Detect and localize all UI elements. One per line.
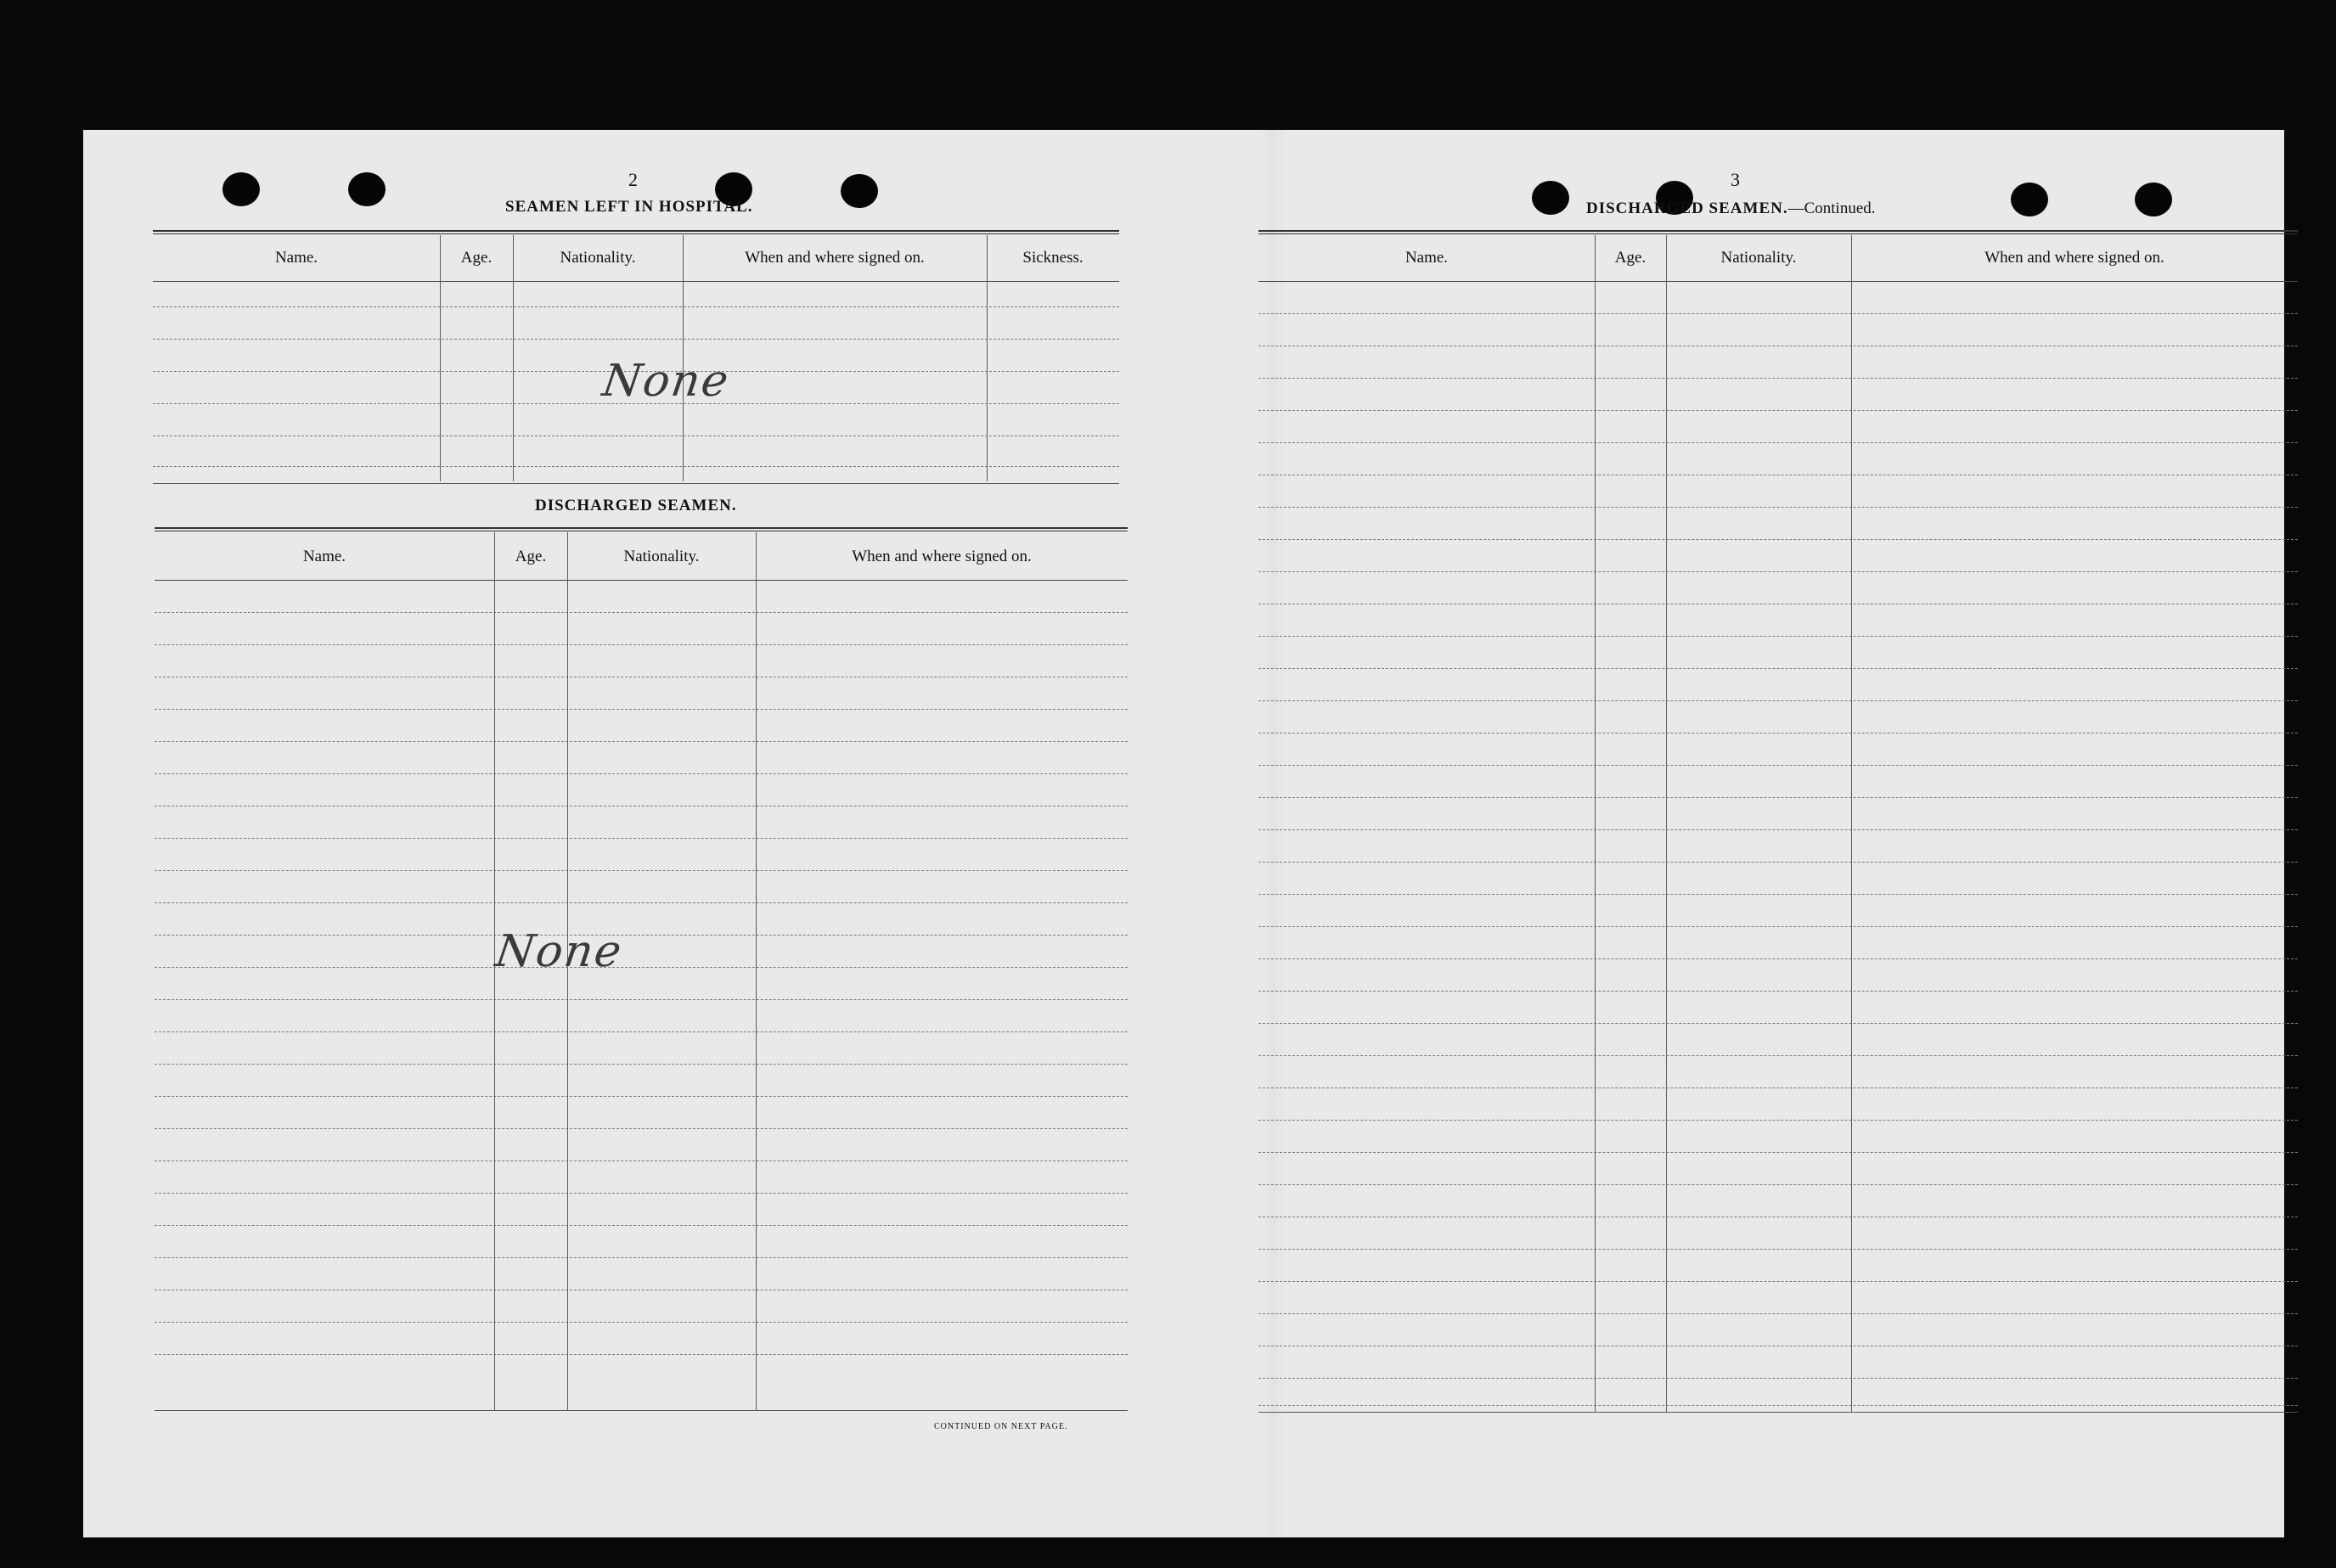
title-continued: —Continued. <box>1787 200 1876 217</box>
discharged-table-left <box>155 527 1128 1419</box>
col-header-age: Age. <box>515 548 547 565</box>
punch-hole <box>841 174 878 208</box>
col-header-nationality: Nationality. <box>623 548 700 565</box>
page-number-right: 3 <box>1731 169 1740 190</box>
col-header-sickness: Sickness. <box>1022 249 1084 267</box>
col-header-nationality: Nationality. <box>560 249 636 267</box>
handwritten-entry-none: None <box>492 926 627 977</box>
col-header-signed-on: When and where signed on. <box>745 249 925 267</box>
col-header-age: Age. <box>1614 249 1646 267</box>
hospital-table <box>153 230 1119 486</box>
col-header-name: Name. <box>1404 249 1449 267</box>
punch-hole <box>348 172 386 206</box>
col-header-nationality: Nationality. <box>1720 249 1797 267</box>
discharged-table-right <box>1258 230 2298 1419</box>
col-header-signed-on: When and where signed on. <box>852 548 1032 565</box>
punch-hole <box>2135 183 2172 216</box>
hospital-table-title: SEAMEN LEFT IN HOSPITAL. <box>505 198 753 216</box>
discharged-table-title-left: DISCHARGED SEAMEN. <box>535 497 737 514</box>
punch-hole <box>2011 183 2048 216</box>
page-number-left: 2 <box>628 169 638 190</box>
col-header-name: Name. <box>302 548 346 565</box>
title-text: DISCHARGED SEAMEN. <box>1586 200 1788 217</box>
discharged-table-title-right <box>1586 200 1876 218</box>
punch-hole <box>222 172 260 206</box>
ledger-sheet <box>83 130 2284 1537</box>
col-header-name: Name. <box>274 249 318 267</box>
punch-hole <box>1532 181 1569 215</box>
col-header-age: Age. <box>460 249 493 267</box>
handwritten-entry-none: None <box>599 356 734 407</box>
col-header-signed-on: When and where signed on. <box>1984 249 2164 267</box>
continued-note: CONTINUED ON NEXT PAGE. <box>934 1422 1068 1431</box>
